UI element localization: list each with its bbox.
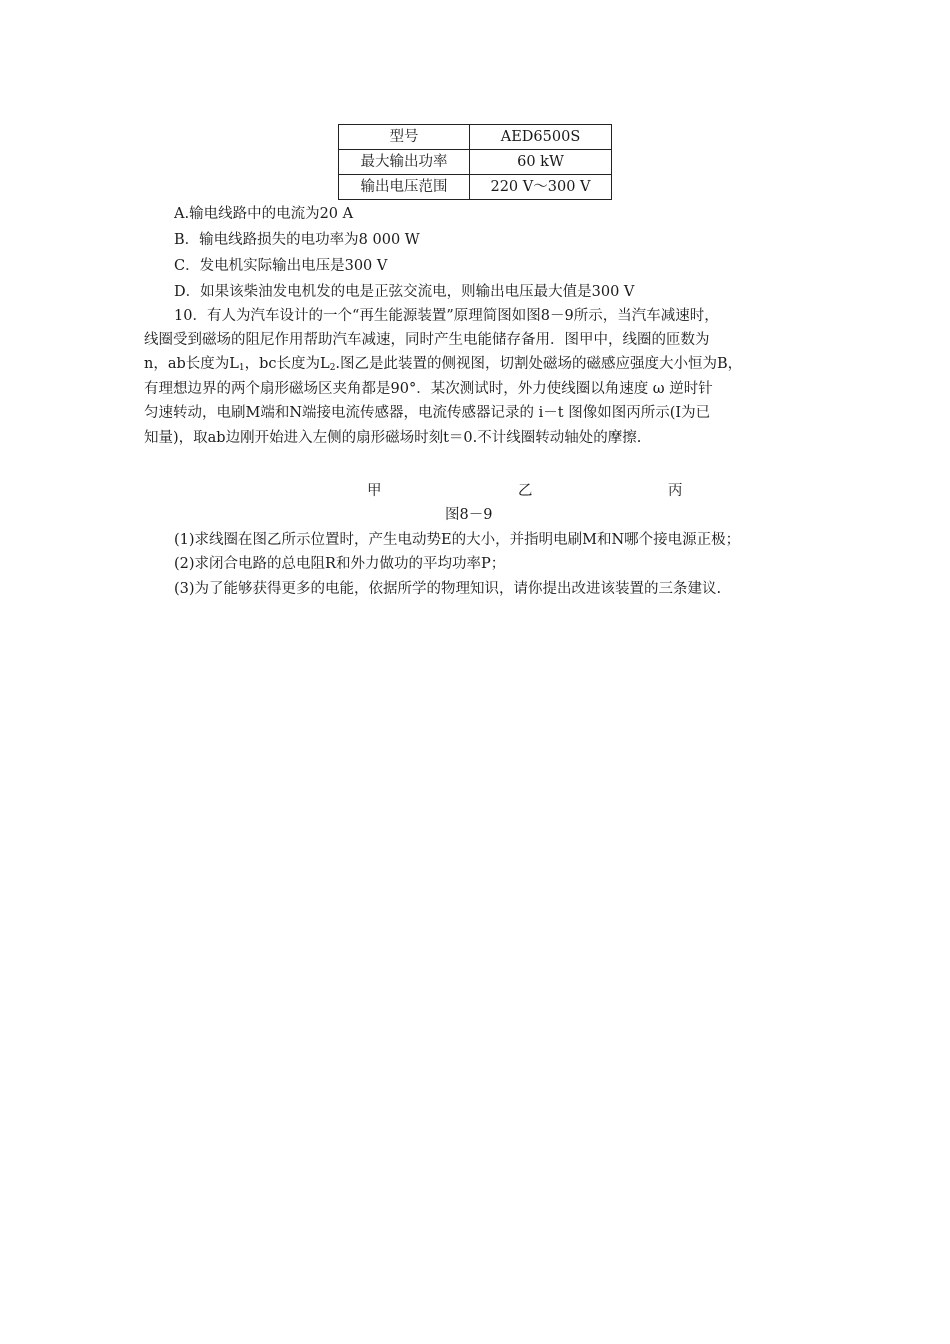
subscript-1: 1: [238, 363, 245, 373]
problem10-line6: 知量)，取ab边刚开始进入左侧的扇形磁场时刻t＝0.不计线圈转动轴处的摩擦.: [144, 430, 642, 446]
option-b: B．输电线路损失的电功率为8 000 W: [174, 232, 420, 248]
problem10-line3: [144, 353, 742, 379]
table-cell-value: 220 V～300 V: [470, 175, 612, 200]
figure-label-jia: 甲: [367, 483, 382, 499]
figure-label-bing: 丙: [668, 483, 683, 499]
table-cell-key: 最大输出功率: [339, 150, 470, 175]
problem10-line1: 10．有人为汽车设计的一个“再生能源装置”原理简图如图8－9所示，当汽车减速时，: [174, 308, 719, 324]
table-cell-key: 输出电压范围: [339, 175, 470, 200]
question-1: (1)求线圈在图乙所示位置时，产生电动势E的大小，并指明电刷M和N哪个接电源正极；: [174, 532, 741, 548]
question-2: (2)求闭合电路的总电阻R和外力做功的平均功率P；: [174, 556, 506, 572]
problem10-line4: 有理想边界的两个扇形磁场区夹角都是90°．某次测试时，外力使线圈以角速度 ω 逆时针: [144, 381, 713, 397]
problem10-line3-a: n，ab长度为L: [144, 356, 239, 372]
table-row: [339, 125, 612, 150]
table-row: [339, 175, 612, 200]
option-d: D．如果该柴油发电机发的电是正弦交流电，则输出电压最大值是300 V: [174, 284, 635, 300]
question-3: (3)为了能够获得更多的电能，依据所学的物理知识，请你提出改进该装置的三条建议.: [174, 581, 722, 597]
figure-caption: 图8－9: [445, 507, 493, 523]
table-cell-key: 型号: [339, 125, 470, 150]
option-a: A.输电线路中的电流为20 A: [174, 206, 354, 222]
table-cell-value: AED6500S: [470, 125, 612, 150]
table-cell-value: 60 kW: [470, 150, 612, 175]
problem10-line2: 线圈受到磁场的阻尼作用帮助汽车减速，同时产生电能储存备用．图甲中，线圈的匝数为: [144, 332, 710, 348]
generator-spec-table: [338, 124, 612, 200]
subscript-2: 2: [329, 363, 336, 373]
figure-label-yi: 乙: [518, 483, 533, 499]
problem10-line5: 匀速转动，电刷M端和N端接电流传感器，电流传感器记录的 i－t 图像如图丙所示(I为已: [144, 405, 711, 421]
problem10-line3-c: .图乙是此装置的侧视图，切割处磁场的磁感应强度大小恒为B，: [335, 356, 743, 372]
table-row: [339, 150, 612, 175]
option-c: C．发电机实际输出电压是300 V: [174, 258, 388, 274]
problem10-line3-b: ，bc长度为L: [244, 356, 330, 372]
